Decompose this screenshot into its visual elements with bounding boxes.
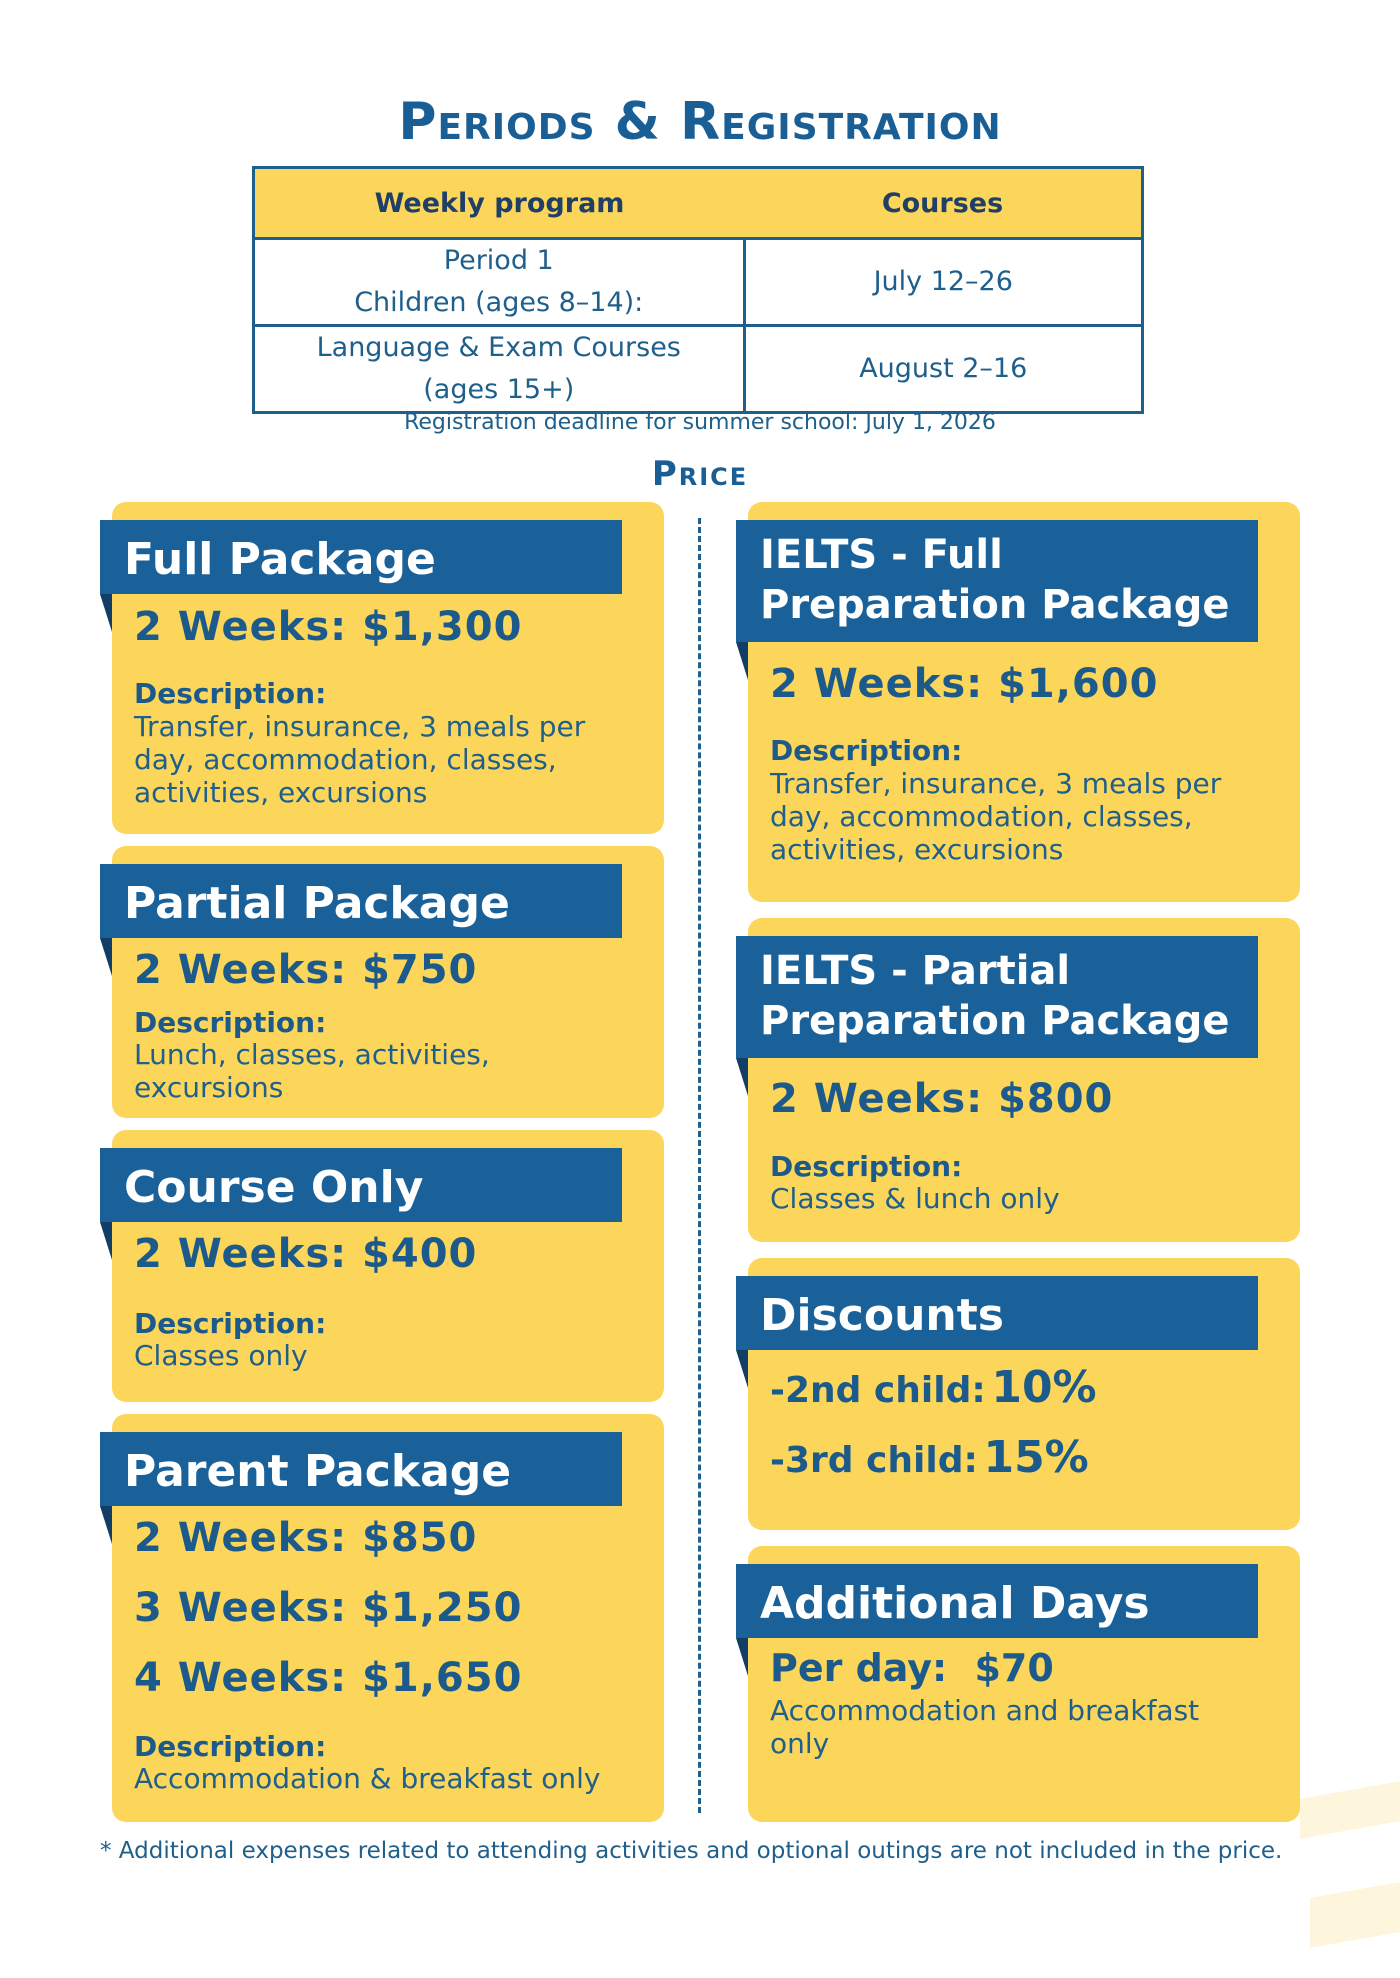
per-day-row [770, 1646, 1054, 1690]
dates-cell: July 12–26 [744, 239, 1143, 326]
description-label: Description: [134, 1730, 327, 1763]
banner-fold [736, 1350, 748, 1388]
discount-value: 10% [991, 1362, 1097, 1413]
table-row [254, 239, 1143, 326]
column-header: Weekly program [254, 168, 745, 239]
description-label: Description: [770, 1150, 963, 1183]
decorative-shape [1300, 1781, 1400, 1839]
description-text: Transfer, insurance, 3 meals per day, accommodation, classes, activities, excursions [134, 710, 586, 809]
discount-label: -2nd child: [770, 1370, 986, 1411]
banner-fold [100, 1222, 112, 1260]
price-line: 2 Weeks: $400 [134, 1231, 478, 1277]
banner-fold [736, 1638, 748, 1676]
ielts-full-banner [736, 520, 1258, 642]
banner-fold [100, 938, 112, 976]
banner-fold [736, 1058, 748, 1096]
schedule-table [252, 166, 1144, 414]
card-title: Partial Package [124, 878, 510, 929]
program-cell [254, 239, 745, 326]
description-label: Description: [770, 734, 963, 767]
decorative-shape [1310, 1882, 1400, 1948]
banner-fold [736, 642, 748, 680]
card-title-line: Preparation Package [760, 998, 1230, 1044]
partial-package-banner [100, 864, 622, 938]
course-only-banner [100, 1148, 622, 1222]
description-label: Description: [134, 1006, 327, 1039]
description-text: Classes & lunch only [770, 1182, 1060, 1215]
footnote: * Additional expenses related to attending activities and optional outings are not included in the price. [100, 1838, 1283, 1864]
banner-fold [100, 1506, 112, 1544]
card-title: Course Only [124, 1162, 424, 1213]
discount-label: -3rd child: [770, 1440, 978, 1481]
page-title: Periods & Registration [398, 92, 1002, 152]
full-package-banner [100, 520, 622, 594]
description-label: Description: [134, 677, 327, 710]
per-day-label: Per day: [770, 1646, 948, 1690]
column-divider [698, 518, 701, 1813]
dates-cell: August 2–16 [744, 326, 1143, 413]
discount-value: 15% [983, 1432, 1089, 1483]
program-line: Period 1 [443, 245, 554, 276]
banner-fold [100, 594, 112, 632]
card-title-line: IELTS - Full [760, 532, 1003, 578]
parent-package-banner [100, 1432, 622, 1506]
registration-deadline: Registration deadline for summer school: July 1, 2026 [404, 410, 996, 435]
price-line: 2 Weeks: $750 [134, 947, 478, 993]
program-line: (ages 15+) [423, 374, 575, 405]
card-title: Discounts [760, 1290, 1004, 1341]
price-line: 2 Weeks: $850 [134, 1515, 478, 1561]
description-text: Lunch, classes, activities, excursions [134, 1038, 490, 1104]
price-line: 2 Weeks: $800 [770, 1076, 1114, 1122]
per-day-value: $70 [974, 1646, 1054, 1690]
description-text: Classes only [134, 1339, 308, 1372]
discounts-banner [736, 1276, 1258, 1350]
card-title: Additional Days [760, 1578, 1150, 1629]
ielts-partial-banner [736, 936, 1258, 1058]
price-line: 3 Weeks: $1,250 [134, 1585, 523, 1631]
card-title: Parent Package [124, 1446, 512, 1497]
card-title: Full Package [124, 534, 436, 585]
description-text: Accommodation & breakfast only [134, 1762, 601, 1795]
additional-days-banner [736, 1564, 1258, 1638]
program-line: Language & Exam Courses [316, 332, 681, 363]
discount-row [770, 1432, 1089, 1483]
table-header-row [254, 168, 1143, 239]
description-text: Transfer, insurance, 3 meals per day, accommodation, classes, activities, excursions [770, 767, 1222, 866]
description-text: Accommodation and breakfast only [770, 1694, 1200, 1760]
price-heading: Price [651, 454, 749, 494]
discount-row [770, 1362, 1097, 1413]
card-title-line: Preparation Package [760, 582, 1230, 628]
price-line: 2 Weeks: $1,600 [770, 661, 1159, 707]
price-line: 4 Weeks: $1,650 [134, 1655, 523, 1701]
program-cell [254, 326, 745, 413]
table-row [254, 326, 1143, 413]
card-title-line: IELTS - Partial [760, 948, 1071, 994]
program-line: Children (ages 8–14): [354, 287, 644, 318]
column-header: Courses [744, 168, 1143, 239]
price-line: 2 Weeks: $1,300 [134, 604, 523, 650]
description-label: Description: [134, 1307, 327, 1340]
